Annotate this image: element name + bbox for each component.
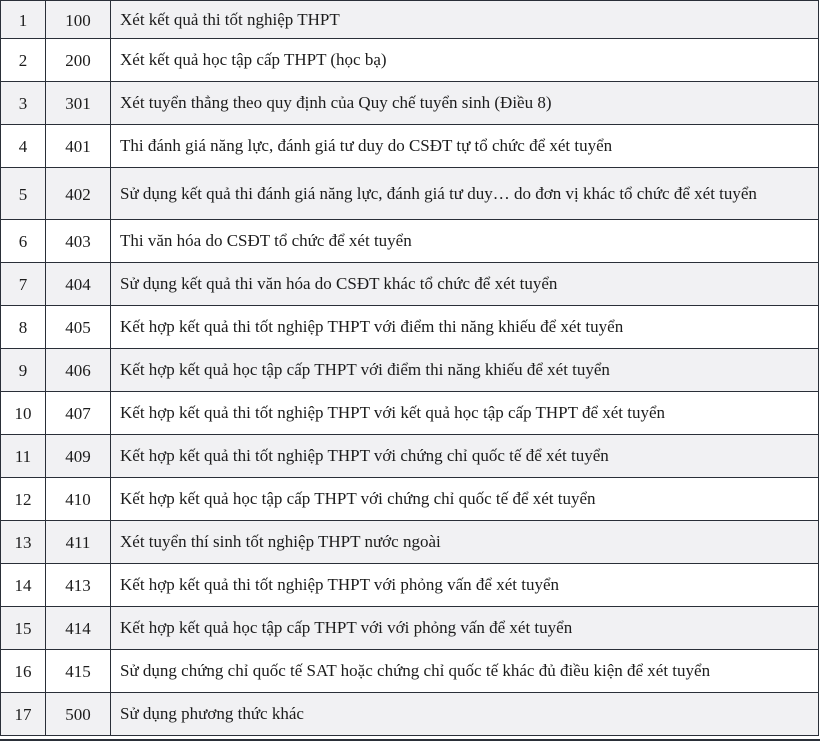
cell-index [1, 349, 46, 392]
table-row [1, 607, 819, 650]
cell-method-description: Kết hợp kết quả thi tốt nghiệp THPT với kết quả học tập cấp THPT để xét tuyển [111, 392, 819, 435]
cell-method-code [46, 306, 111, 349]
table-row [1, 392, 819, 435]
cell-index-text: 12 [14, 490, 32, 509]
table-row [1, 349, 819, 392]
table-row [1, 521, 819, 564]
cell-method-description: Sử dụng phương thức khác [111, 693, 819, 736]
cell-index-text: 6 [18, 232, 28, 251]
cell-method-code [46, 478, 111, 521]
cell-method-code [46, 392, 111, 435]
cell-method-code [46, 693, 111, 736]
cell-method-description: Sử dụng chứng chỉ quốc tế SAT hoặc chứng chỉ quốc tế khác đủ điều kiện để xét tuyển [111, 650, 819, 693]
cell-index [1, 564, 46, 607]
cell-method-code [46, 349, 111, 392]
cell-method-code [46, 650, 111, 693]
cell-index [1, 650, 46, 693]
cell-index-text: 1 [18, 10, 28, 30]
table-row [1, 478, 819, 521]
cell-method-code-text: 407 [65, 404, 91, 423]
table-row [1, 220, 819, 263]
cell-index [1, 693, 46, 736]
table-row [1, 564, 819, 607]
table-body [1, 1, 819, 736]
cell-method-code-text: 401 [65, 137, 91, 156]
cell-method-description: Thi đánh giá năng lực, đánh giá tư duy do CSĐT tự tổ chức để xét tuyển [111, 125, 819, 168]
cell-index-text: 8 [18, 318, 28, 337]
cell-method-code-text: 414 [65, 619, 91, 638]
cell-method-code [46, 564, 111, 607]
cell-index [1, 392, 46, 435]
table-row [1, 693, 819, 736]
cell-index-text: 16 [14, 662, 32, 681]
cell-method-description: Sử dụng kết quả thi văn hóa do CSĐT khác tổ chức để xét tuyển [111, 263, 819, 306]
cell-method-description: Xét kết quả thi tốt nghiệp THPT [111, 1, 819, 39]
cell-method-code-text: 301 [65, 94, 91, 113]
cell-method-code [46, 125, 111, 168]
cell-method-description: Kết hợp kết quả thi tốt nghiệp THPT với chứng chỉ quốc tế để xét tuyển [111, 435, 819, 478]
cell-index-text: 11 [14, 447, 32, 466]
cell-method-code [46, 220, 111, 263]
table-row [1, 125, 819, 168]
table-row [1, 435, 819, 478]
cell-method-code [46, 39, 111, 82]
table-row [1, 306, 819, 349]
cell-index-text: 10 [14, 404, 32, 423]
cell-index [1, 607, 46, 650]
cell-method-description: Xét tuyển thí sinh tốt nghiệp THPT nước ngoài [111, 521, 819, 564]
cell-method-description: Kết hợp kết quả thi tốt nghiệp THPT với điểm thi năng khiếu để xét tuyển [111, 306, 819, 349]
cell-index-text: 14 [14, 576, 32, 595]
cell-method-description: Sử dụng kết quả thi đánh giá năng lực, đánh giá tư duy… do đơn vị khác tổ chức để xét tuyển [111, 168, 819, 220]
cell-method-code [46, 168, 111, 220]
cell-method-code-text: 413 [65, 576, 91, 595]
cell-index [1, 168, 46, 220]
table-row [1, 650, 819, 693]
cell-index-text: 13 [14, 533, 32, 552]
cell-method-code-text: 402 [65, 184, 91, 204]
cell-method-code-text: 409 [65, 447, 91, 466]
cell-index-text: 3 [18, 94, 28, 113]
cell-index-text: 2 [18, 51, 28, 70]
cell-method-description: Kết hợp kết quả học tập cấp THPT với chứng chỉ quốc tế để xét tuyển [111, 478, 819, 521]
table-row [1, 168, 819, 220]
cell-method-code-text: 415 [65, 662, 91, 681]
cell-index-text: 4 [18, 137, 28, 156]
cell-method-code [46, 1, 111, 39]
cell-index-text: 7 [18, 275, 28, 294]
cell-method-code-text: 500 [65, 705, 91, 724]
table-row [1, 39, 819, 82]
cell-index [1, 82, 46, 125]
table-row [1, 263, 819, 306]
cell-method-code [46, 82, 111, 125]
cell-method-code [46, 521, 111, 564]
cell-index-text: 17 [14, 705, 32, 724]
cell-index [1, 39, 46, 82]
cell-method-description: Xét tuyển thẳng theo quy định của Quy chế tuyển sinh (Điều 8) [111, 82, 819, 125]
cell-method-code [46, 263, 111, 306]
cell-index [1, 125, 46, 168]
cell-index [1, 435, 46, 478]
cell-index [1, 263, 46, 306]
cell-method-code-text: 100 [65, 10, 91, 30]
table-row [1, 1, 819, 39]
cell-method-description: Xét kết quả học tập cấp THPT (học bạ) [111, 39, 819, 82]
cell-method-code-text: 200 [65, 51, 91, 70]
cell-index [1, 1, 46, 39]
cell-method-code-text: 406 [65, 361, 91, 380]
cell-method-code [46, 607, 111, 650]
cell-method-code-text: 403 [65, 232, 91, 251]
cell-method-description: Kết hợp kết quả thi tốt nghiệp THPT với phỏng vấn để xét tuyển [111, 564, 819, 607]
cell-index [1, 220, 46, 263]
cell-method-description: Thi văn hóa do CSĐT tổ chức để xét tuyển [111, 220, 819, 263]
cell-index [1, 478, 46, 521]
cell-method-description: Kết hợp kết quả học tập cấp THPT với với phỏng vấn để xét tuyển [111, 607, 819, 650]
table-row [1, 82, 819, 125]
cell-index [1, 521, 46, 564]
cell-method-code-text: 405 [65, 318, 91, 337]
cell-method-code-text: 404 [65, 275, 91, 294]
cell-method-description: Kết hợp kết quả học tập cấp THPT với điểm thi năng khiếu để xét tuyển [111, 349, 819, 392]
cell-index-text: 9 [18, 361, 28, 380]
cell-index-text: 5 [18, 184, 28, 204]
cell-method-code [46, 435, 111, 478]
cell-index [1, 306, 46, 349]
cell-index-text: 15 [14, 619, 32, 638]
cell-method-code-text: 410 [65, 490, 91, 509]
cell-method-code-text: 411 [65, 533, 91, 552]
